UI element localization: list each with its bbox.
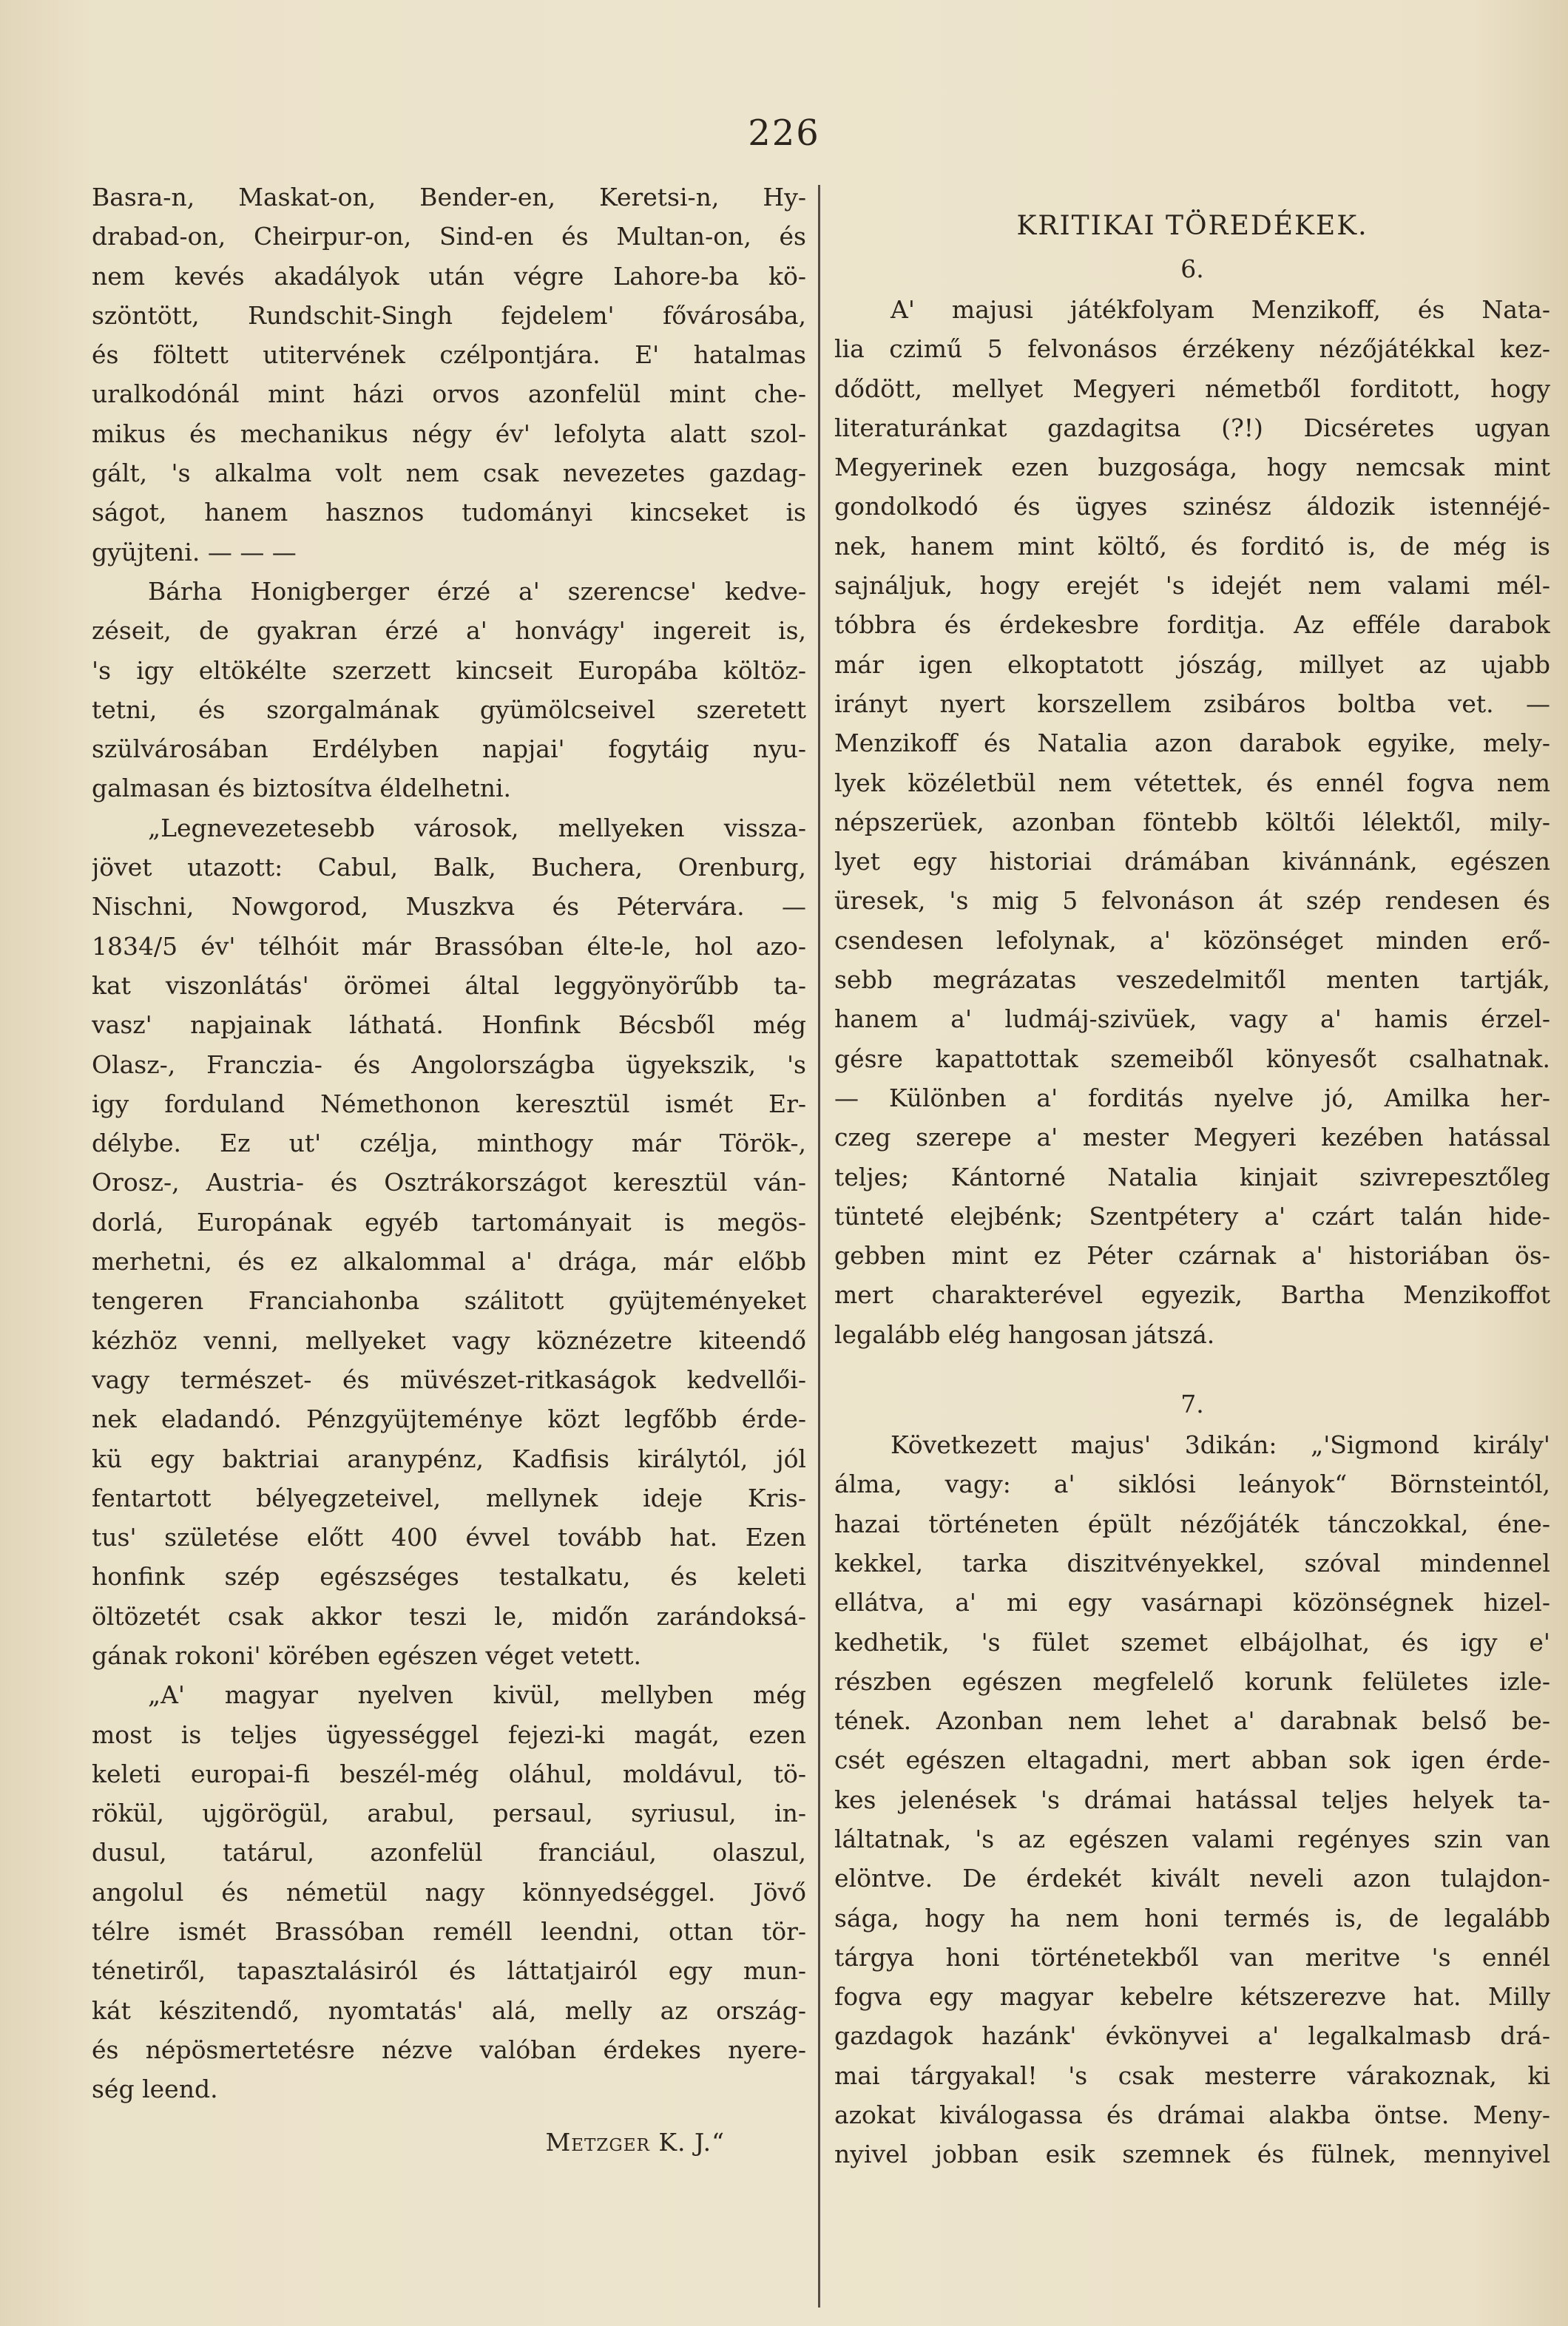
text-line: keleti europai-fi beszél-még oláhul, moldávul, tö- xyxy=(92,1759,806,1788)
text-line: népszerüek, azonban föntebb költői lélektől, mily- xyxy=(834,807,1550,836)
text-line: merhetni, és ez alkalommal a' drága, már előbb xyxy=(92,1247,806,1277)
text-line: kü egy baktriai aranypénz, Kadfisis királytól, jól xyxy=(92,1444,806,1473)
text-line: szöntött, Rundschit-Singh fejdelem' fővárosába, xyxy=(92,300,806,330)
text-line: Orosz-, Austria- és Osztrákországot keresztül ván- xyxy=(92,1168,806,1197)
text-line: kézhöz venni, mellyeket vagy köznézetre kiteendő xyxy=(92,1325,806,1355)
section-number-6: 6. xyxy=(1180,254,1204,283)
text-line: részben egészen megfelelő korunk felületes izle- xyxy=(834,1666,1550,1696)
text-line: Bárha Honigberger érzé a' szerencse' kedve- xyxy=(148,576,806,606)
text-line: lyek közéletbül nem vétettek, és ennél fogva nem xyxy=(834,768,1550,797)
text-line: vasz' napjainak láthatá. Honfink Bécsből még xyxy=(92,1010,806,1040)
text-line: tének. Azonban nem lehet a' darabnak belső be- xyxy=(834,1706,1550,1736)
text-line: tetni, és szorgalmának gyümölcseivel szeretett xyxy=(92,694,806,724)
text-line: drabad-on, Cheirpur-on, Sind-en és Multan-on, és xyxy=(92,222,806,251)
text-line: — Különben a' forditás nyelve jó, Amilka her- xyxy=(834,1083,1550,1112)
section-title: KRITIKAI TÖREDÉKEK. xyxy=(1016,211,1368,241)
text-line: gának rokoni' körében egészen véget vetett. xyxy=(92,1640,641,1670)
text-line: ténetiről, tapasztalásiról és láttatjairól egy mun- xyxy=(92,1956,806,1986)
text-line: ség leend. xyxy=(92,2075,218,2104)
text-line: álma, vagy: a' siklósi leányok“ Börnsteintól, xyxy=(834,1470,1550,1499)
text-line: szülvárosában Erdélyben napjai' fogytáig nyu- xyxy=(92,734,806,764)
text-line: tárgya honi történetekből van meritve 's ennél xyxy=(834,1942,1550,1972)
text-line: gyüjteni. — — — xyxy=(92,537,297,567)
text-line: azokat kiválogassa és drámai alakba öntse. Meny- xyxy=(834,2100,1550,2130)
text-line: jövet utazott: Cabul, Balk, Buchera, Orenburg, xyxy=(92,853,806,882)
text-line: gált, 's alkalma volt nem csak nevezetes gazdag- xyxy=(92,459,806,488)
text-line: 1834/5 év' télhóit már Brassóban élte-le, hol azo- xyxy=(92,931,806,961)
text-line: Olasz-, Franczia- és Angolországba ügyekszik, 's xyxy=(92,1049,806,1079)
section-number-7: 7. xyxy=(1180,1390,1204,1419)
text-line: tengeren Franciahonba szálitott gyüjteményeket xyxy=(92,1286,806,1316)
text-line: vagy természet- és müvészet-ritkaságok kedvellői- xyxy=(92,1365,806,1394)
text-line: galmasan és biztosítva éldelhetni. xyxy=(92,774,512,803)
text-line: kedhetik, 's fület szemet elbájolhat, és igy e' xyxy=(834,1627,1550,1657)
text-line: nem kevés akadályok után végre Lahore-ba kö- xyxy=(92,261,806,291)
text-line: mai tárgyakal! 's csak mesterre várakoznak, ki xyxy=(834,2060,1550,2090)
text-line: sebb megrázatas veszedelmitől menten tartják, xyxy=(834,965,1550,995)
column-divider xyxy=(818,185,820,2308)
text-line: irányt nyert korszellem zsibáros boltba vet. — xyxy=(834,689,1550,718)
text-line: dorlá, Europának egyéb tartományait is megös- xyxy=(92,1207,806,1237)
text-line: Nischni, Nowgorod, Muszkva és Pétervára. — xyxy=(92,892,806,922)
text-line: teljes; Kántorné Natalia kinjait szivrepesztőleg xyxy=(834,1162,1550,1191)
text-line: kat viszonlátás' örömei által leggyönyörűbb ta- xyxy=(92,970,806,1000)
section-6-text xyxy=(834,290,1550,1354)
text-line: ellátva, a' mi egy vasárnapi közönségnek hizel- xyxy=(834,1588,1550,1617)
text-line: gebben mint ez Péter czárnak a' historiában ös- xyxy=(834,1241,1550,1271)
text-line: lia czimű 5 felvonásos érzékeny nézőjátékkal kez- xyxy=(834,334,1550,364)
text-line: fentartott bélyegzeteivel, mellynek ideje Kris- xyxy=(92,1483,806,1512)
text-line: fogva egy magyar kebelre kétszerezve hat. Milly xyxy=(834,1982,1550,2012)
section-7-text xyxy=(834,1425,1550,2174)
left-column xyxy=(92,178,806,2162)
text-line: kes jelenések 's drámai hatással teljes helyek ta- xyxy=(834,1785,1550,1814)
text-line: dődött, mellyet Megyeri németből forditott, hogy xyxy=(834,373,1550,403)
right-column xyxy=(834,204,1550,2174)
text-line: Megyerinek ezen buzgosága, hogy nemcsak mint xyxy=(834,453,1550,482)
text-line: kekkel, tarka diszitvényekkel, szóval mindennel xyxy=(834,1548,1550,1578)
text-line: hanem a' ludmáj-szivüek, vagy a' hamis érzel- xyxy=(834,1004,1550,1034)
text-line: zéseit, de gyakran érzé a' honvágy' ingereit is, xyxy=(92,616,806,646)
text-line: dusul, tatárul, azonfelül franciául, olaszul, xyxy=(92,1838,806,1867)
text-line: és föltett utitervének czélpontjára. E' hatalmas xyxy=(92,340,806,370)
page-number: 226 xyxy=(748,112,820,154)
text-line: 's igy eltökélte szerzett kincseit Europába költöz- xyxy=(92,655,806,685)
text-line: most is teljes ügyességgel fejezi-ki magát, ezen xyxy=(92,1720,806,1749)
text-line: Basra-n, Maskat-on, Bender-en, Keretsi-n, Hy- xyxy=(92,183,806,212)
text-line: sajnáljuk, hogy erejét 's idejét nem valami mél- xyxy=(834,571,1550,601)
text-line: A' majusi játékfolyam Menzikoff, és Nata- xyxy=(891,295,1550,324)
text-line: láltatnak, 's az egészen valami regényes szin van xyxy=(834,1824,1550,1853)
text-line: tus' születése előtt 400 évvel tovább hat. Ezen xyxy=(92,1523,806,1552)
text-line: „A' magyar nyelven kivül, mellyben még xyxy=(148,1680,806,1710)
text-line: rökül, ujgörögül, arabul, persaul, syriusul, in- xyxy=(92,1799,806,1828)
text-line: honfink szép egészséges testalkatu, és keleti xyxy=(92,1562,806,1592)
text-line: és népösmertetésre nézve valóban érdekes nyere- xyxy=(92,2035,806,2064)
text-line: csendesen lefolynak, a' közönséget minden erő- xyxy=(834,925,1550,955)
text-line: csét egészen eltagadni, mert abban sok igen érde- xyxy=(834,1745,1550,1775)
text-line: lyet egy historiai drámában kivánnánk, egészen xyxy=(834,847,1550,876)
section-gap xyxy=(834,1354,1550,1384)
text-line: ságot, hanem hasznos tudományi kincseket is xyxy=(92,498,806,527)
text-line: gondolkodó és ügyes szinész áldozik istennéjé- xyxy=(834,492,1550,521)
text-line: hazai történeten épült nézőjáték tánczokkal, éne- xyxy=(834,1509,1550,1538)
text-line: télre ismét Brassóban reméll leendni, ottan tör- xyxy=(92,1917,806,1947)
text-line: mikus és mechanikus négy év' lefolyta alatt szol- xyxy=(92,419,806,448)
text-line: délybe. Ez ut' czélja, minthogy már Török-, xyxy=(92,1129,806,1158)
text-line: gazdagok hazánk' évkönyvei a' legalkalmasb drá- xyxy=(834,2021,1550,2051)
text-line: uralkodónál mint házi orvos azonfelül mint che- xyxy=(92,379,806,409)
text-line: üresek, 's mig 5 felvonáson át szép rendesen és xyxy=(834,886,1550,916)
text-line: Menzikoff és Natalia azon darabok egyike, mely- xyxy=(834,728,1550,758)
text-line: Következett majus' 3dikán: „'Sigmond király' xyxy=(891,1430,1550,1460)
text-line: nyivel jobban esik szemnek és fülnek, mennyivel xyxy=(834,2140,1550,2169)
text-line: gésre kapattottak szemeiből könyesőt csalhatnak. xyxy=(834,1044,1550,1073)
text-line: czeg szerepe a' mester Megyeri kezében hatással xyxy=(834,1123,1550,1152)
text-line: literaturánkat gazdagitsa (?!) Dicséretes ugyan xyxy=(834,413,1550,442)
text-line: öltözetét csak akkor teszi le, midőn zarándoksá- xyxy=(92,1601,806,1631)
text-line: elöntve. De érdekét kivált neveli azon tulajdon- xyxy=(834,1864,1550,1893)
text-line: legalább elég hangosan játszá. xyxy=(834,1319,1215,1349)
text-line: tünteté elejbénk; Szentpétery a' czárt talán hide- xyxy=(834,1201,1550,1231)
text-line: sága, hogy ha nem honi termés is, de legalább xyxy=(834,1903,1550,1933)
text-line: kát készitendő, nyomtatás' alá, melly az ország- xyxy=(92,1995,806,2025)
text-line: már igen elkoptatott jószág, millyet az ujabb xyxy=(834,649,1550,679)
text-line: mert charakterével egyezik, Bartha Menzikoffot xyxy=(834,1280,1550,1310)
text-line: nek, hanem mint költő, és forditó is, de még is xyxy=(834,531,1550,561)
text-line: „Legnevezetesebb városok, mellyeken vissza- xyxy=(148,813,806,842)
text-line: angolul és németül nagy könnyedséggel. Jövő xyxy=(92,1877,806,1907)
text-line: nek eladandó. Pénzgyüjteménye közt legfőbb érde- xyxy=(92,1404,806,1434)
author-signature: Metzger K. J.“ xyxy=(545,2127,725,2157)
text-line: tóbbra és érdekesbre forditja. Az efféle darabok xyxy=(834,610,1550,640)
text-line: igy forduland Némethonon keresztül ismét Er- xyxy=(92,1089,806,1118)
